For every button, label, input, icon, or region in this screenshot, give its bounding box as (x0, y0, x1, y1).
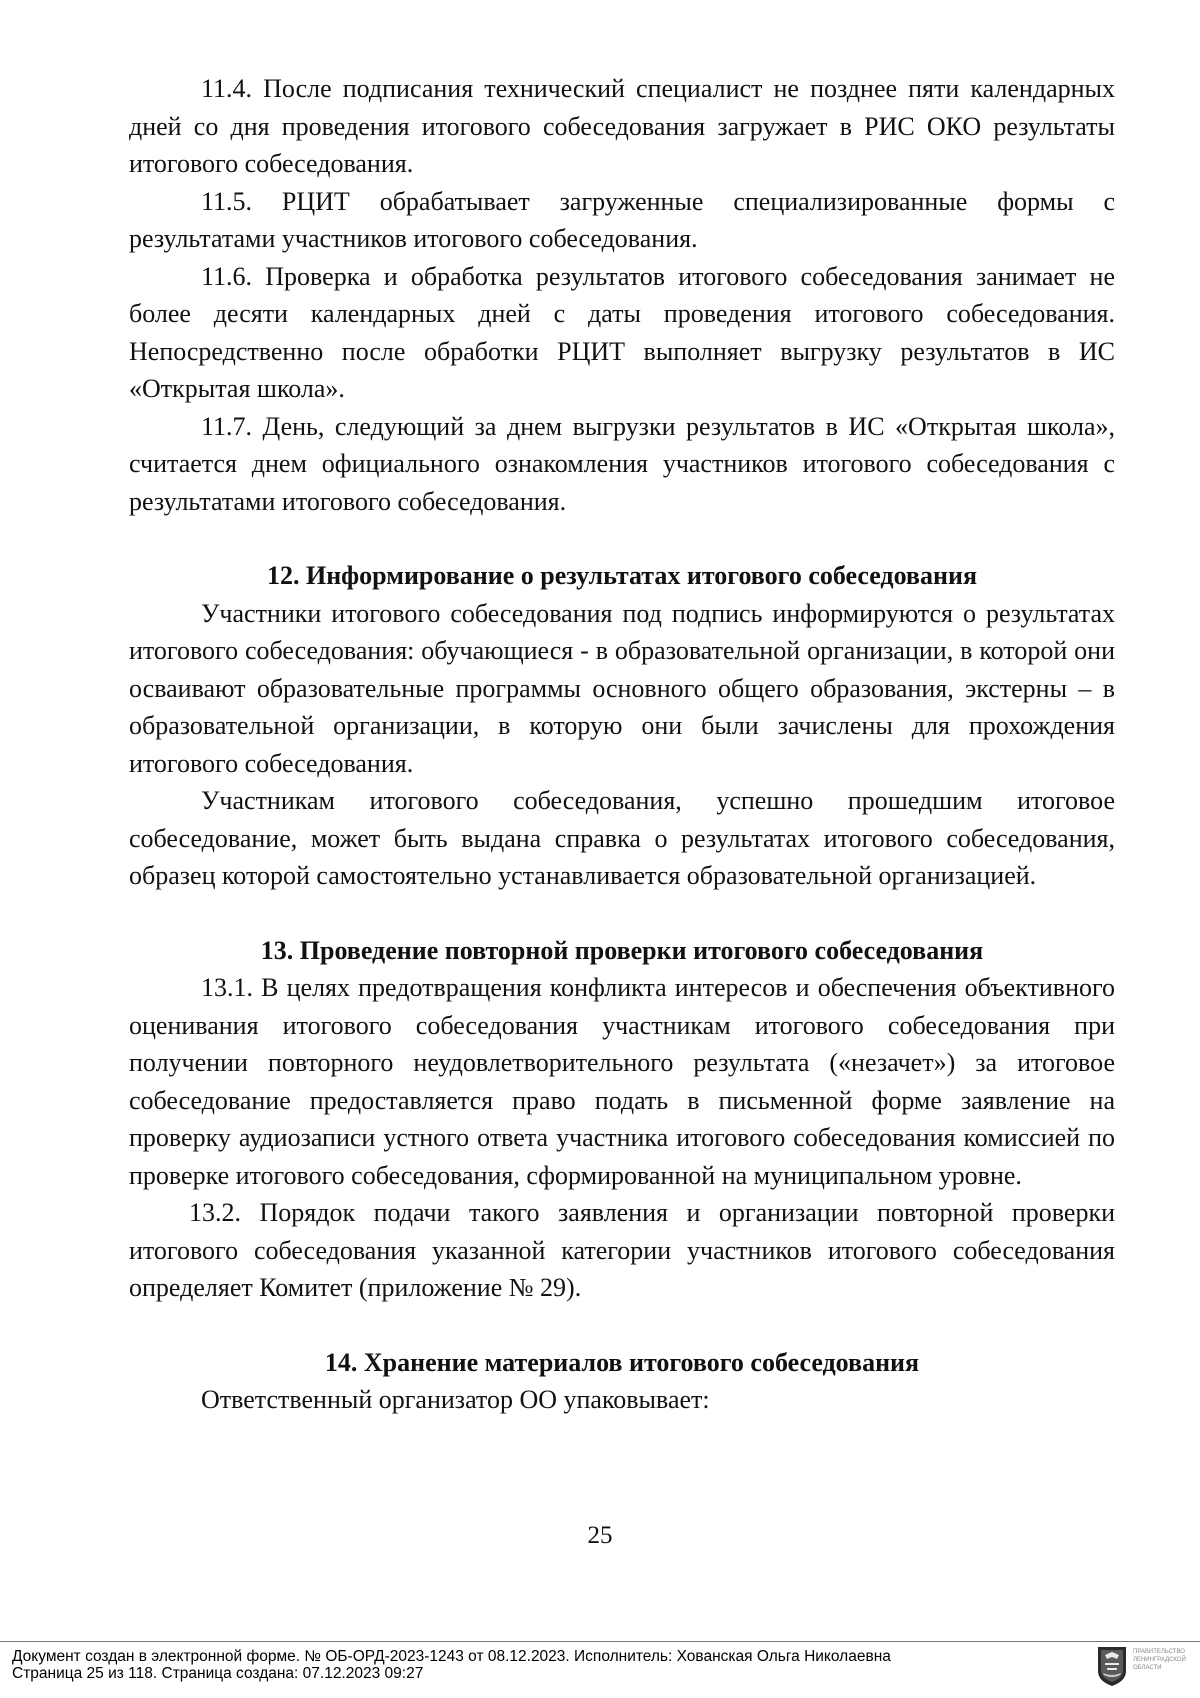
section-gap (129, 895, 1115, 932)
section-heading-12: 12. Информирование о результатах итогового собеседования (266, 561, 978, 590)
paragraph-13-2: 13.2. Порядок подачи такого заявления и организации повторной проверки итогового собеседования указанной категории участников итогового собеседования определяет Комитет (приложение № 29). (129, 1198, 1115, 1302)
page-number: 25 (587, 1522, 613, 1549)
footer-line-document-info: Документ создан в электронной форме. № ОБ-ОРД-2023-1243 от 08.12.2023. Исполнитель: Хованская Ольга Николаевна (12, 1648, 891, 1665)
emblem-caption: ПРАВИТЕЛЬСТВО ЛЕНИНГРАДСКОЙ ОБЛАСТИ (1133, 1649, 1186, 1671)
paragraph-13-1: 13.1. В целях предотвращения конфликта интересов и обеспечения объективного оценивания итогового собеседования участникам итогового собеседования при получении повторного неудовлетворительного результата («незачет») за итоговое собеседование предоставляется право подать в письменной форме заявление на проверку аудиозаписи устного ответа участника итогового собеседования комиссией по проверке итогового собеседования, сформированной на муниципальном уровне. (129, 973, 1115, 1190)
section-gap (129, 520, 1115, 557)
paragraph-11-7: 11.7. День, следующий за днем выгрузки результатов в ИС «Открытая школа», считается днем официального ознакомления участников итогового собеседования с результатами итогового собеседования. (129, 411, 1115, 516)
paragraph-11-4: 11.4. После подписания технический специалист не позднее пяти календарных дней со дня проведения итогового собеседования загружает в РИС ОКО результаты итогового собеседования. (129, 74, 1115, 178)
section-heading-14: 14. Хранение материалов итогового собеседования (324, 1347, 920, 1377)
paragraph-11-6: 11.6. Проверка и обработка результатов итогового собеседования занимает не более десяти календарных дней с даты проведения итогового собеседования. Непосредственно после обработки РЦИТ выполняет выгрузку результатов в ИС «Открытая школа». (129, 261, 1115, 403)
document-body (129, 70, 1115, 1419)
paragraph-12-2: Участникам итогового собеседования, успешно прошедшим итоговое собеседование, может быть выдана справка о результатах итогового собеседования, образец которой самостоятельно устанавливается образовательной организацией. (129, 786, 1115, 890)
footer-divider (0, 1641, 1200, 1642)
paragraph-14-1: Ответственный организатор ОО упаковывает: (201, 1385, 710, 1414)
section-heading-13: 13. Проведение повторной проверки итогового собеседования (260, 935, 984, 965)
document-footer (12, 1648, 891, 1682)
paragraph-12-1: Участники итогового собеседования под подпись информируются о результатах итогового собеседования: обучающиеся - в образовательной организации, в которой они осваивают образовательные программы основного общего образования, экстерны – в образовательной организации, в которую они были зачислены для прохождения итогового собеседования. (129, 598, 1115, 778)
footer-line-page-info: Страница 25 из 118. Страница создана: 07.12.2023 09:27 (12, 1665, 424, 1682)
section-gap (129, 1307, 1115, 1344)
coat-of-arms-icon (1095, 1645, 1129, 1687)
paragraph-11-5: 11.5. РЦИТ обрабатывает загруженные специализированные формы с результатами участников итогового собеседования. (129, 186, 1115, 253)
